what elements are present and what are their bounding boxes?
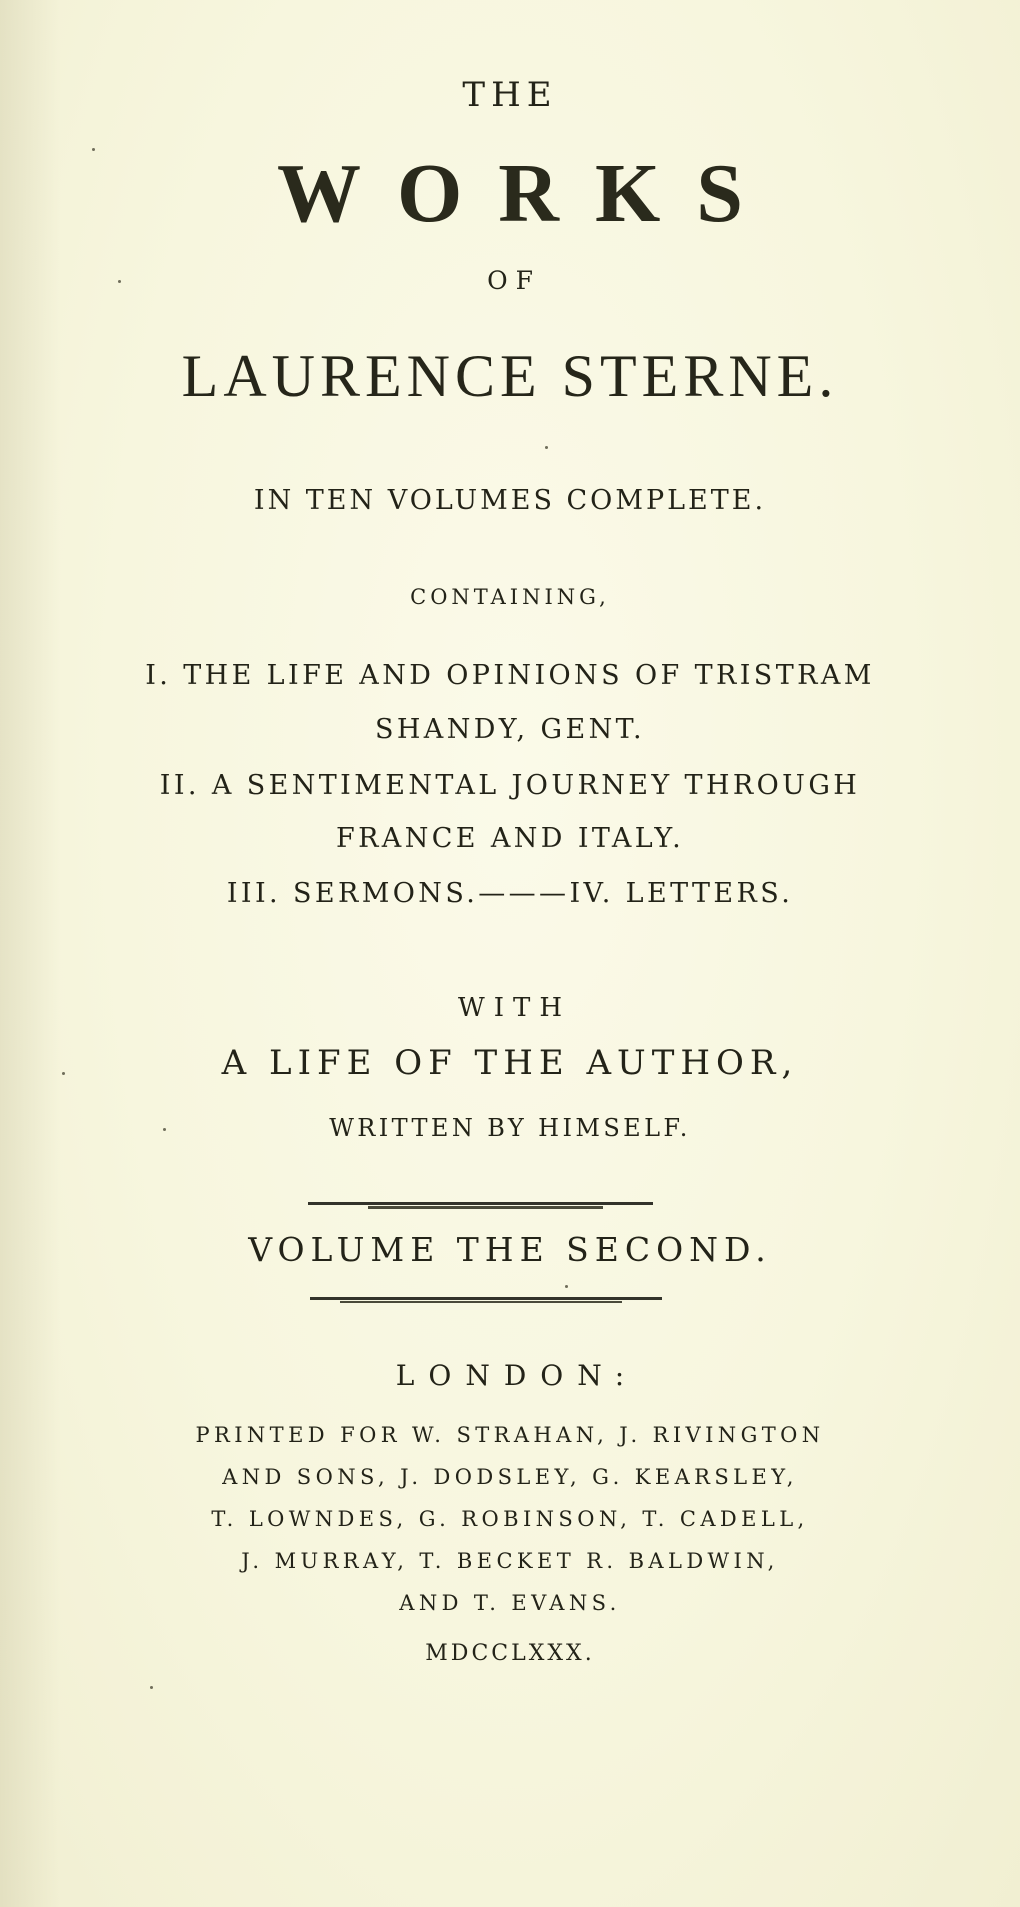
top-rule xyxy=(308,1202,653,1205)
imprint-line-4: J. MURRAY, T. BECKET R. BALDWIN, xyxy=(241,1549,779,1573)
bottom-rule xyxy=(310,1297,662,1300)
life-of-author: A LIFE OF THE AUTHOR, xyxy=(221,1043,799,1083)
contents-item-2-line-2: FRANCE AND ITALY. xyxy=(335,823,685,854)
contents-item-1-line-2: SHANDY, GENT. xyxy=(374,714,646,745)
imprint-city: LONDON: xyxy=(395,1359,639,1392)
contents-items-3-4: III. SERMONS.———IV. LETTERS. xyxy=(226,878,794,909)
imprint-line-5: AND T. EVANS. xyxy=(399,1591,621,1615)
paper-speck xyxy=(92,148,95,151)
written-by-himself: WRITTEN BY HIMSELF. xyxy=(329,1114,691,1142)
title-of: OF xyxy=(487,266,541,295)
paper-speck xyxy=(62,1072,65,1075)
author-name: LAURENCE STERNE. xyxy=(181,343,839,409)
paper-speck xyxy=(565,1285,568,1288)
imprint-line-2: AND SONS, J. DODSLEY, G. KEARSLEY, xyxy=(222,1465,798,1489)
containing-heading: CONTAINING, xyxy=(410,585,610,609)
paper-speck xyxy=(163,1128,166,1131)
paper-speck xyxy=(545,446,548,449)
contents-item-1-line-1: I. THE LIFE AND OPINIONS OF TRISTRAM xyxy=(145,660,875,691)
title-the: THE xyxy=(462,75,558,115)
volume-line: VOLUME THE SECOND. xyxy=(248,1230,772,1269)
title-works: WORKS xyxy=(276,147,780,240)
imprint-line-1: PRINTED FOR W. STRAHAN, J. RIVINGTON xyxy=(195,1423,825,1447)
paper-speck xyxy=(118,280,121,283)
imprint-date: MDCCLXXX. xyxy=(425,1641,595,1666)
with-line: WITH xyxy=(457,993,571,1023)
volumes-complete: IN TEN VOLUMES COMPLETE. xyxy=(253,485,767,516)
contents-item-2-line-1: II. A SENTIMENTAL JOURNEY THROUGH xyxy=(159,770,861,801)
paper-speck xyxy=(150,1686,153,1689)
imprint-line-3: T. LOWNDES, G. ROBINSON, T. CADELL, xyxy=(211,1507,809,1531)
